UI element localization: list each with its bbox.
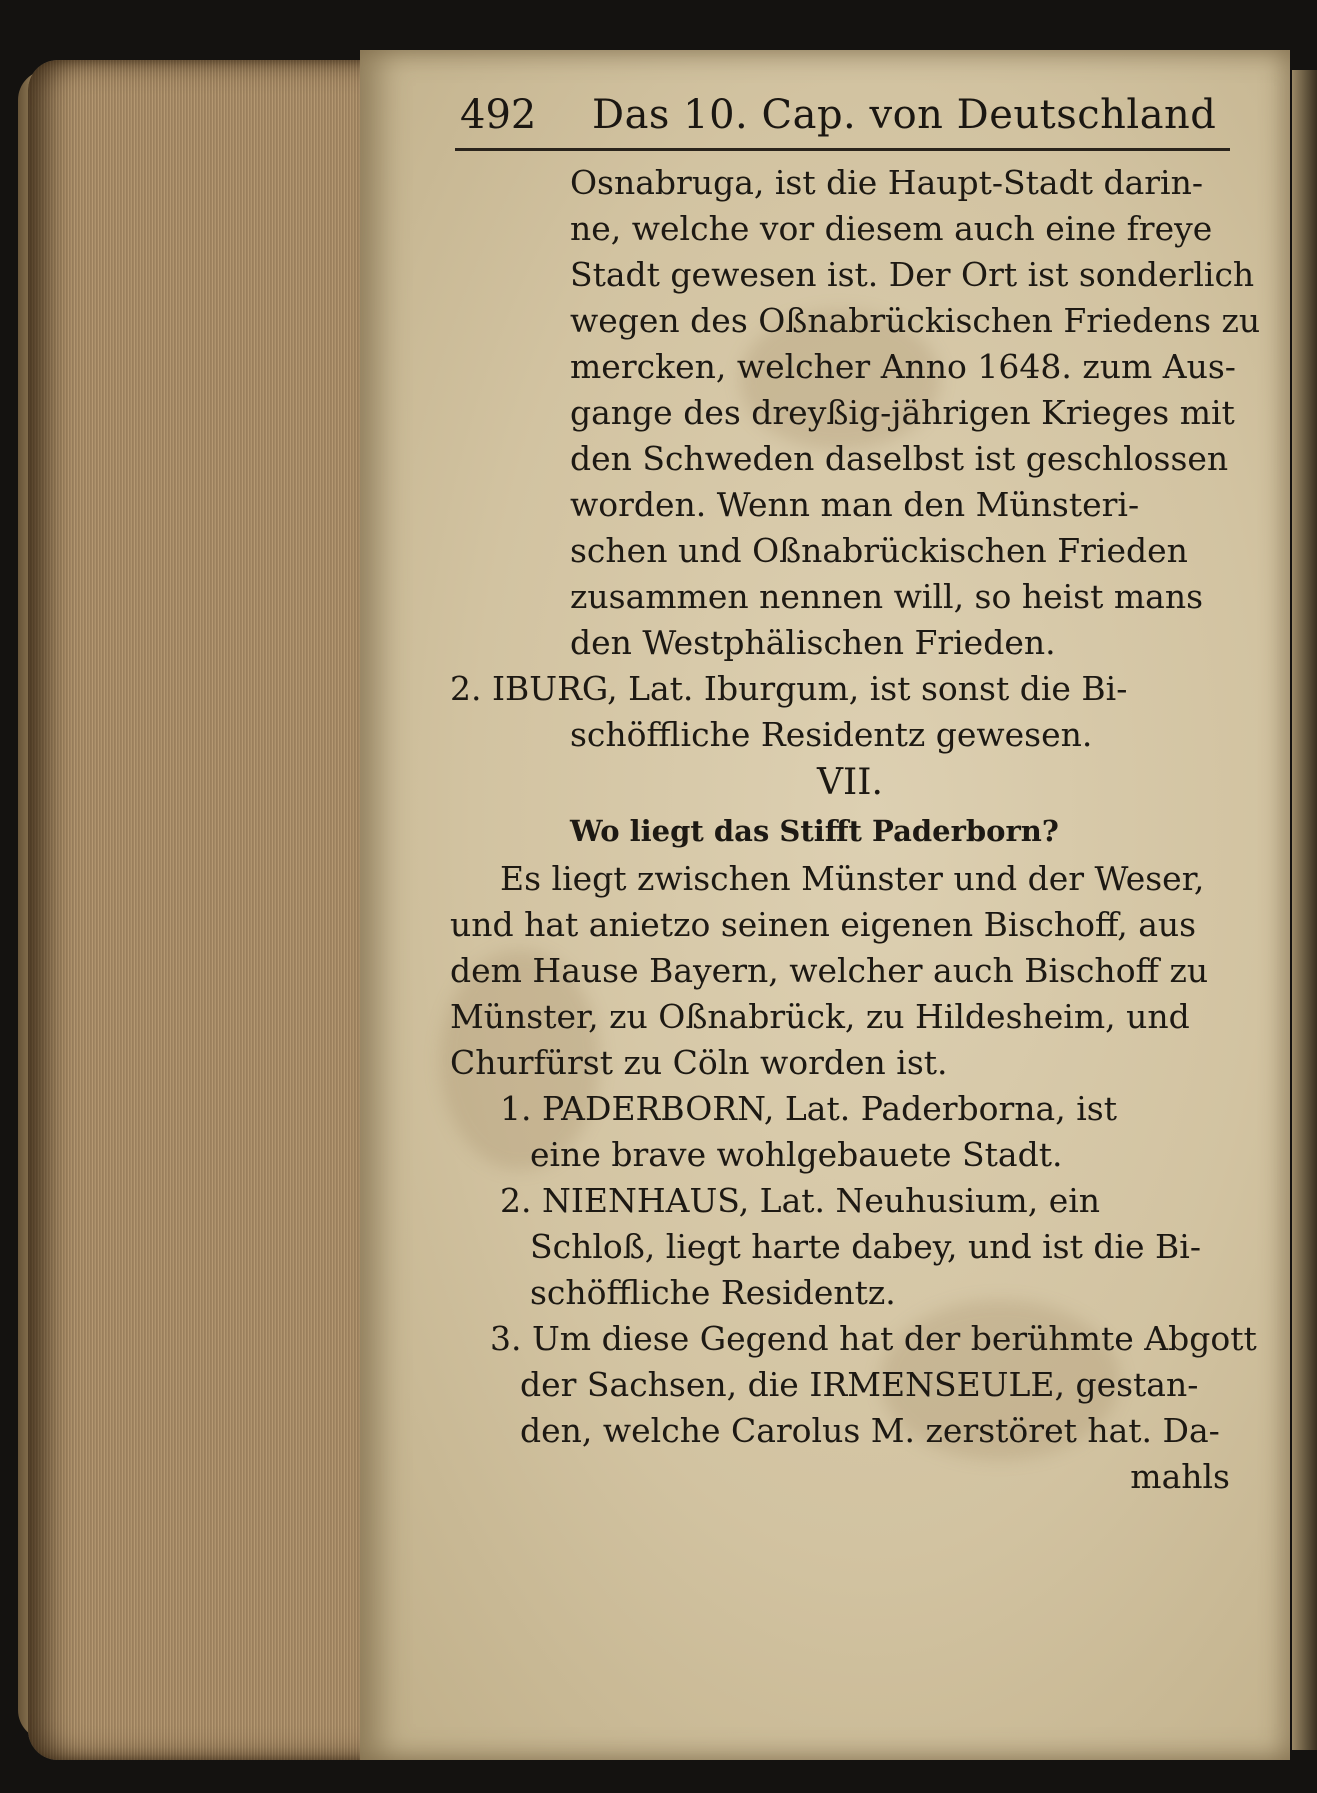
head-rule bbox=[455, 148, 1230, 151]
text-line: wegen des Oßnabrückischen Friedens zu bbox=[570, 301, 1261, 340]
running-head bbox=[460, 88, 1230, 148]
text-line: der Sachsen, die IRMENSEULE, gestan- bbox=[520, 1365, 1199, 1404]
text-line: Osnabruga, ist die Haupt-Stadt darin- bbox=[570, 163, 1203, 202]
text-line: schöffliche Residentz gewesen. bbox=[570, 715, 1093, 754]
section-numeral: VII. bbox=[817, 762, 883, 803]
text-line: zusammen nennen will, so heist mans bbox=[570, 577, 1204, 616]
text-line: Schloß, liegt harte dabey, und ist die Bi- bbox=[530, 1227, 1201, 1266]
text-line: schen und Oßnabrückischen Frieden bbox=[570, 531, 1188, 570]
text-line: 3. Um diese Gegend hat der berühmte Abgott bbox=[490, 1319, 1257, 1358]
text-line: Münster, zu Oßnabrück, zu Hildesheim, und bbox=[450, 997, 1190, 1036]
text-line: eine brave wohlgebauete Stadt. bbox=[530, 1135, 1063, 1174]
text-line: worden. Wenn man den Münsteri- bbox=[570, 485, 1140, 524]
section-question: Wo liegt das Stifft Paderborn? bbox=[570, 814, 1059, 848]
text-line: und hat anietzo seinen eigenen Bischoff, aus bbox=[450, 905, 1197, 944]
text-line: mercken, welcher Anno 1648. zum Aus- bbox=[570, 347, 1236, 386]
text-line: Stadt gewesen ist. Der Ort ist sonderlich bbox=[570, 255, 1255, 294]
text-line: schöffliche Residentz. bbox=[530, 1273, 896, 1312]
page-block-edge bbox=[28, 60, 373, 1760]
text-line: 2. IBURG, Lat. Iburgum, ist sonst die Bi- bbox=[450, 669, 1128, 708]
text-line: 1. PADERBORN, Lat. Paderborna, ist bbox=[500, 1089, 1117, 1128]
catchword: mahls bbox=[1130, 1457, 1230, 1496]
text-line: ne, welche vor diesem auch eine freye bbox=[570, 209, 1213, 248]
text-line: den Westphälischen Frieden. bbox=[570, 623, 1056, 662]
text-line: den Schweden daselbst ist geschlossen bbox=[570, 439, 1229, 478]
page-number: 492 bbox=[460, 92, 537, 138]
running-title: Das 10. Cap. von Deutschland bbox=[592, 92, 1217, 138]
facing-page-edge bbox=[1292, 70, 1317, 1750]
text-line: gange des dreyßig-jährigen Krieges mit bbox=[570, 393, 1235, 432]
text-line: 2. NIENHAUS, Lat. Neuhusium, ein bbox=[500, 1181, 1101, 1220]
text-line: Churfürst zu Cöln worden ist. bbox=[450, 1043, 948, 1082]
text-line: den, welche Carolus M. zerstöret hat. Da- bbox=[520, 1411, 1220, 1450]
text-line: Es liegt zwischen Münster und der Weser, bbox=[500, 859, 1205, 898]
text-line: dem Hause Bayern, welcher auch Bischoff zu bbox=[450, 951, 1209, 990]
